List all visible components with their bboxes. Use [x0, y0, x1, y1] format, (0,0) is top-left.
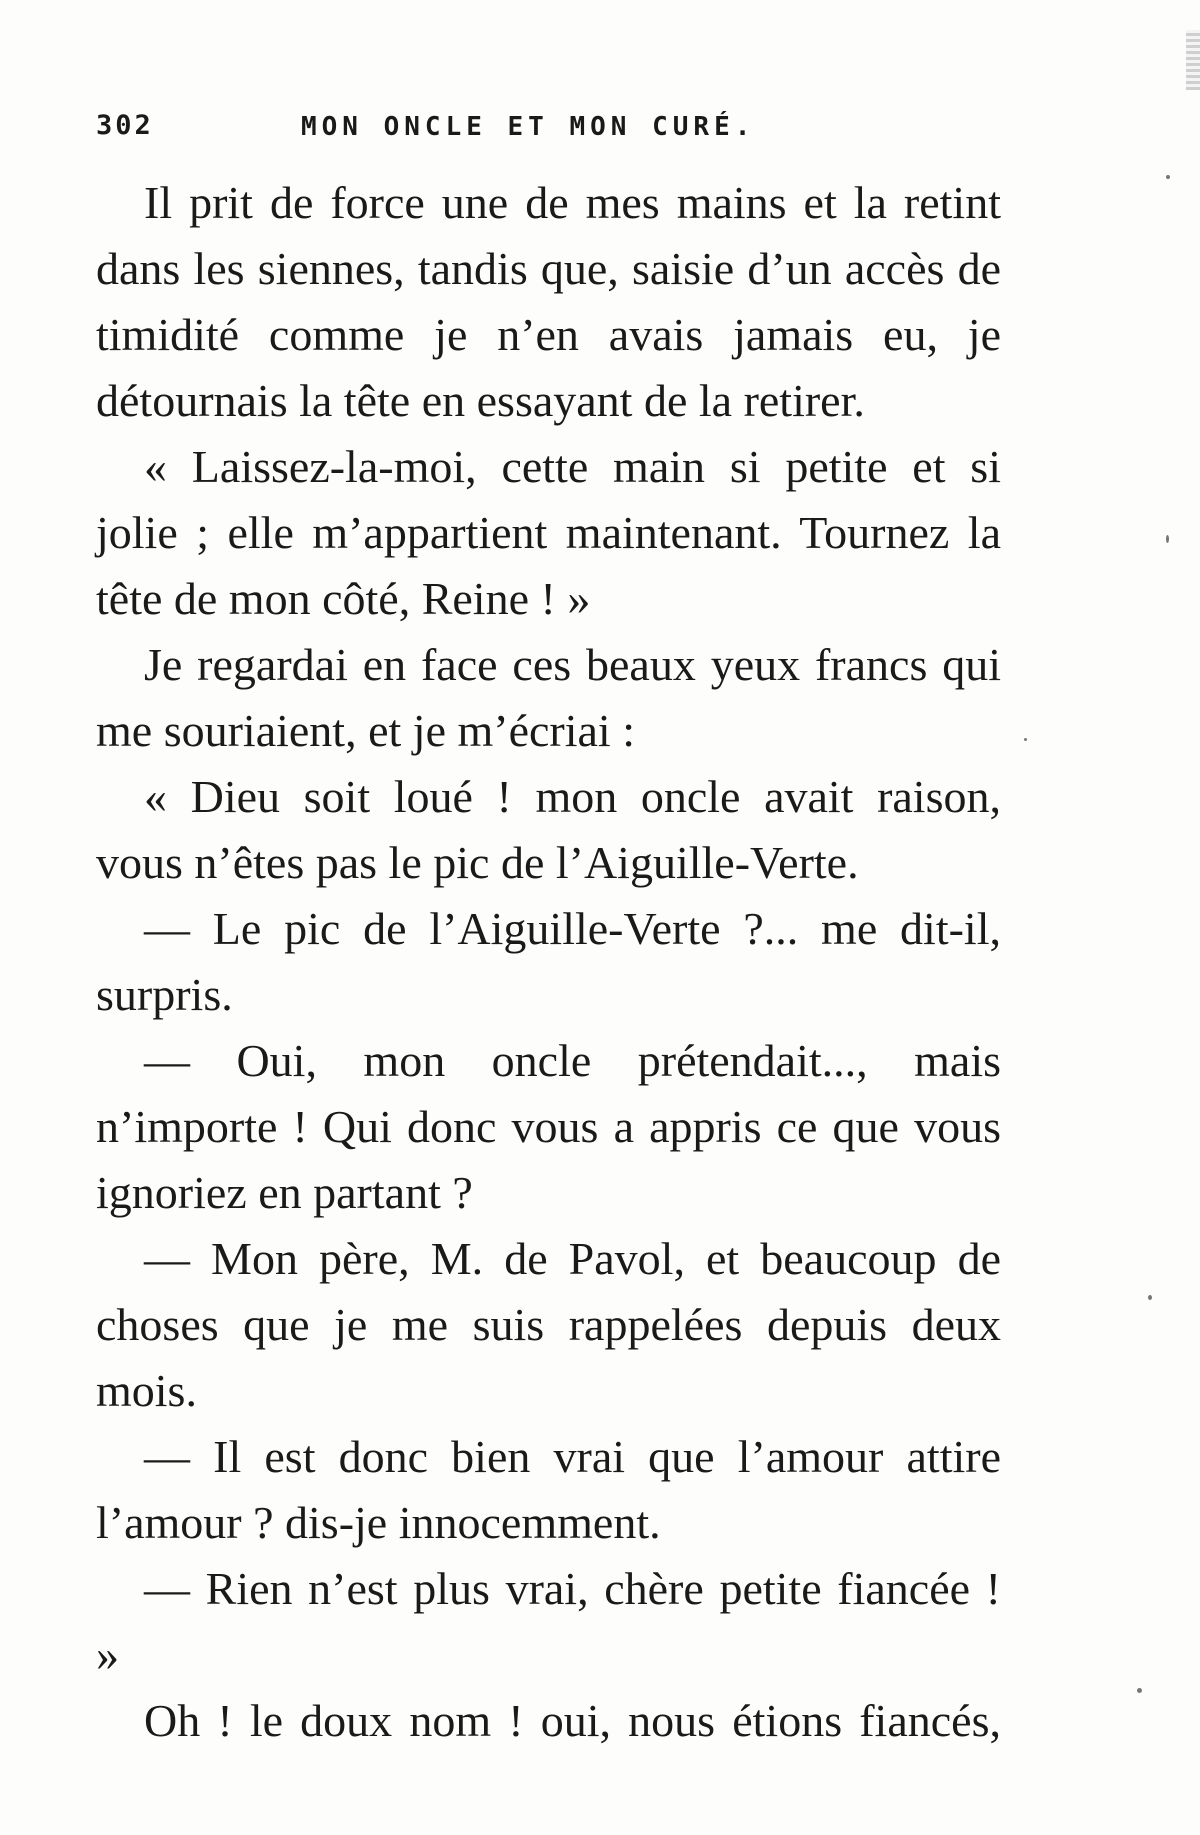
ink-speck — [1166, 535, 1169, 543]
paragraph: « Dieu soit loué ! mon oncle avait raison, vous n’êtes pas le pic de l’Aiguille-Verte. — [96, 771, 1001, 888]
ink-speck — [1024, 738, 1027, 741]
page-header — [96, 100, 1016, 150]
body-text — [96, 170, 1001, 1754]
ink-speck — [1148, 1295, 1152, 1300]
paragraph: « Laissez-la-moi, cette main si petite et si jolie ; elle m’appartient maintenant. Tournez la tête de mon côté, Reine ! » — [96, 441, 1001, 624]
running-title: MON ONCLE ET MON CURÉ. — [301, 112, 756, 142]
paragraph: — Rien n’est plus vrai, chère petite fiancée ! » — [96, 1563, 1001, 1680]
ink-speck — [1166, 175, 1170, 179]
page-number: 302 — [96, 110, 154, 141]
page-edge-mark — [1186, 30, 1200, 90]
paragraph: — Mon père, M. de Pavol, et beaucoup de choses que je me suis rappelées depuis deux mois. — [96, 1233, 1001, 1416]
paragraph: — Le pic de l’Aiguille-Verte ?... me dit-il, surpris. — [96, 903, 1001, 1020]
paragraph: — Il est donc bien vrai que l’amour attire l’amour ? dis-je innocemment. — [96, 1431, 1001, 1548]
paragraph: Il prit de force une de mes mains et la retint dans les siennes, tandis que, saisie d’un accès de timidité comme je n’en avais jamais eu, je détournais la tête en essayant de la retirer. — [96, 177, 1001, 426]
paragraph: Je regardai en face ces beaux yeux francs qui me souriaient, et je m’écriai : — [96, 639, 1001, 756]
ink-speck — [1137, 1688, 1142, 1693]
paragraph: — Oui, mon oncle prétendait..., mais n’importe ! Qui donc vous a appris ce que vous ignoriez en partant ? — [96, 1035, 1001, 1218]
paragraph: Oh ! le doux nom ! oui, nous étions fiancés, — [144, 1695, 1001, 1746]
